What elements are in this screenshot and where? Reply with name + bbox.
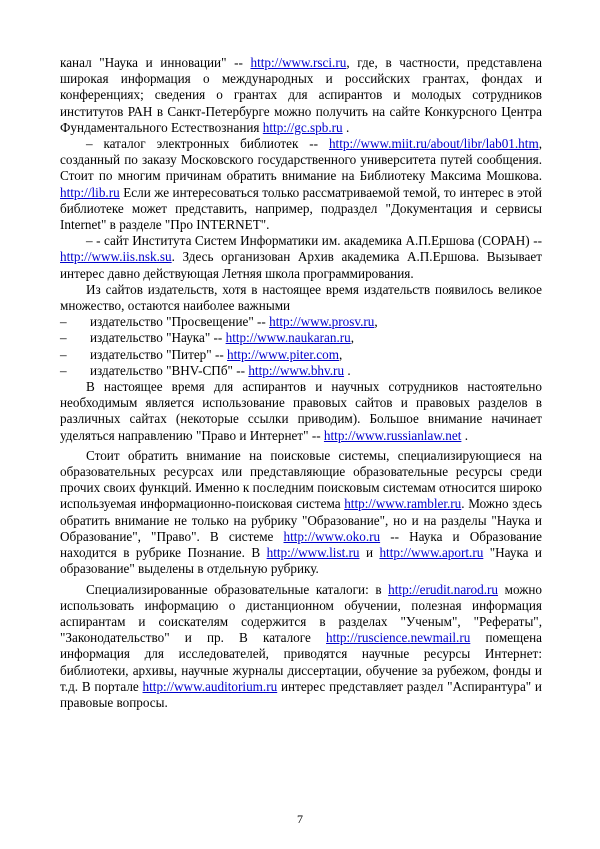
text-segment: , где, в частности, представлена широкая информация о международных и российских грантах, фондах и конференциях; сведения о грантах для аспирантов и молодых сотрудников институтов РАН в Санкт-Петербурге можно получить на сайте Конкурсного Центра Фундаментального Естествознания bbox=[60, 55, 542, 135]
link-naukaran[interactable]: http://www.naukaran.ru bbox=[225, 330, 351, 346]
text-segment: – - сайт Института Систем Информатики им. академика А.П.Ершова (СОРАН) -- bbox=[86, 233, 542, 249]
text-segment: В настоящее время для аспирантов и научных сотрудников настоятельно необходимым является использование правовых сайтов и правовых разделов в различных сайтах (некоторые ссылки приводим). Большое внимание начинает уделяться направлению "Право и Интернет" -- bbox=[60, 379, 542, 443]
link-lib-ru[interactable]: http://lib.ru bbox=[60, 184, 120, 200]
text-segment: Из сайтов издательств, хотя в настоящее время издательств появилось великое множество, остаются наиболее важными bbox=[60, 281, 542, 314]
paragraph-catalogs bbox=[60, 582, 542, 712]
paragraph-miit bbox=[60, 136, 542, 233]
link-piter[interactable]: http://www.piter.com bbox=[227, 346, 340, 362]
paragraph-publishers-intro bbox=[60, 282, 542, 314]
link-russianlaw[interactable]: http://www.russianlaw.net bbox=[323, 427, 462, 443]
text-segment: . Можно здесь обратить внимание не только на рубрику "Образование", но и на разделы "Наука и Образование", "Право". В системе bbox=[60, 496, 543, 544]
text-segment: , bbox=[374, 314, 378, 330]
paragraph-search-systems bbox=[60, 448, 542, 578]
paragraph-rsci bbox=[60, 55, 542, 136]
text-segment: Специализированные образовательные каталоги: в bbox=[86, 581, 389, 597]
text-segment: помещена информация для исследователей, приводятся научные ресурсы Интернет: библиотеки, архивы, научные журналы диссертации, обучение за рубежом, фонды и т.д. В портале bbox=[60, 630, 542, 694]
text-segment: , bbox=[339, 346, 343, 362]
list-item-label: издательство "Питер" -- bbox=[90, 346, 228, 362]
text-segment: . bbox=[344, 362, 351, 378]
text-segment: . bbox=[342, 119, 350, 135]
text-segment: , bbox=[350, 330, 355, 346]
text-segment: и bbox=[359, 545, 380, 561]
paragraph-law bbox=[60, 379, 542, 444]
text-segment: , созданный по заказу Московского государственного университета путей сообщения. Стоит по многим причинам обратить внимание на Библиотеку Максима Мошкова. bbox=[60, 136, 542, 184]
dash-bullet: – bbox=[60, 362, 67, 378]
link-gc-spb[interactable]: http://gc.spb.ru bbox=[262, 119, 343, 135]
link-oko[interactable]: http://www.oko.ru bbox=[283, 528, 381, 544]
dash-bullet: – bbox=[60, 330, 67, 346]
link-miit[interactable]: http://www.miit.ru/about/libr/lab01.htm bbox=[328, 136, 539, 152]
text-segment: Если же интересоваться только рассматриваемой темой, то интерес в этой библиотеке может представить, например, подраздел "Документация и сервисы Internet" в разделе "Про INTERNET". bbox=[60, 184, 542, 233]
text-segment: канал "Наука и инновации" -- bbox=[60, 55, 251, 70]
dash-bullet: – bbox=[60, 314, 67, 330]
list-item-label: издательство "BHV-СПб" -- bbox=[90, 362, 249, 378]
link-prosv[interactable]: http://www.prosv.ru bbox=[269, 314, 375, 330]
text-segment: Стоит обратить внимание на поисковые системы, специализирующиеся на образовательных ресурсах или представляющие образовательные ресурсы среди прочих своих функций. Именно к последним поисковым системам относится широко используемая информационно-поисковая система bbox=[60, 447, 542, 512]
link-rsci[interactable]: http://www.rsci.ru bbox=[250, 55, 347, 70]
link-rambler[interactable]: http://www.rambler.ru bbox=[344, 496, 462, 512]
link-erudit[interactable]: http://erudit.narod.ru bbox=[388, 581, 499, 597]
list-item-nauka bbox=[60, 330, 542, 346]
text-segment: интерес представляет раздел "Аспирантура" и правовые вопросы. bbox=[60, 678, 542, 710]
link-list[interactable]: http://www.list.ru bbox=[266, 545, 360, 561]
text-segment: . bbox=[461, 427, 468, 443]
list-item-bhv bbox=[60, 363, 542, 379]
dash-bullet: – bbox=[60, 346, 67, 362]
text-segment: -- Наука и Образование находится в рубрике Познание. В bbox=[60, 528, 542, 561]
text-segment: можно использовать информацию о дистанционном обучении, полезная информация аспирантам и соискателям содержится в разделах "Ученым", "Рефераты", "Законодательство" и пр. В каталоге bbox=[60, 581, 542, 646]
list-item-label: издательство "Просвещение" -- bbox=[90, 314, 270, 330]
text-segment: "Наука и образование" выделены в отдельную рубрику. bbox=[60, 545, 542, 577]
link-ruscience[interactable]: http://ruscience.newmail.ru bbox=[326, 630, 471, 646]
link-auditorium[interactable]: http://www.auditorium.ru bbox=[142, 678, 278, 694]
link-iis[interactable]: http://www.iis.nsk.su bbox=[60, 249, 172, 265]
text-segment: – каталог электронных библиотек -- bbox=[86, 136, 329, 152]
list-item-prosv bbox=[60, 314, 542, 330]
link-bhv[interactable]: http://www.bhv.ru bbox=[248, 362, 345, 378]
body-text bbox=[60, 55, 542, 711]
text-segment: . Здесь организован Архив академика А.П.Ершова. Вызывает интерес давно действующая Летняя школа программирования. bbox=[60, 249, 542, 281]
list-item-piter bbox=[60, 347, 542, 363]
list-item-label: издательство "Наука" -- bbox=[90, 330, 226, 346]
page-number: 7 bbox=[297, 812, 303, 826]
link-aport[interactable]: http://www.aport.ru bbox=[379, 545, 484, 561]
paragraph-iis bbox=[60, 233, 542, 282]
